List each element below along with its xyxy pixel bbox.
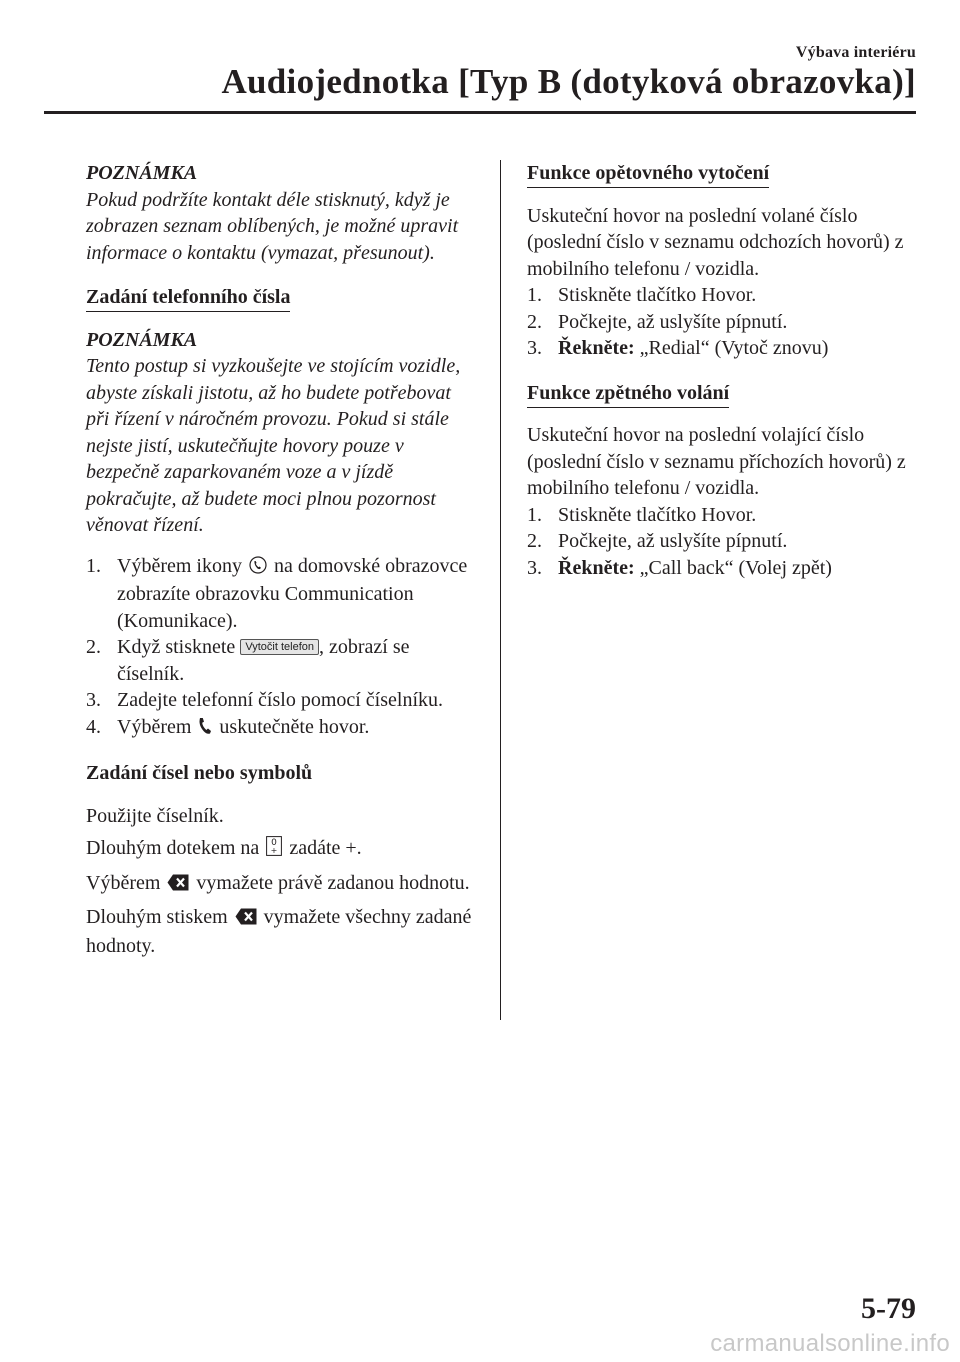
backspace-icon [235,906,257,933]
step-text: uskutečněte hovor. [219,715,370,738]
step-text: , zobrazí se číselník. [117,636,410,685]
svg-text:0: 0 [271,838,278,848]
list-item [86,687,478,714]
callback-steps [527,502,919,582]
phone-steps [86,553,478,743]
list-item [86,714,478,743]
svg-text:+: + [270,846,278,855]
column-divider [500,160,501,1020]
note-label: POZNÁMKA [86,162,198,184]
step-number: 3. [527,556,542,579]
body-text: Uskuteční hovor na poslední volané číslo (poslední číslo v seznamu odchozích hovorů) z mobilního telefonu / vozidla. [527,204,904,280]
step-text: Počkejte, až uslyšíte pípnutí. [558,530,788,552]
phone-handset-icon [198,716,212,743]
heading-callback-text: Funkce zpětného volání [527,382,729,408]
list-item [527,309,919,336]
say-label: Řekněte: [558,556,635,579]
step-text: na domovské obrazovce zobrazíte obrazovku Communication (Komunikace). [117,554,468,632]
text-fragment: Dlouhým dotekem na [86,837,260,859]
section-label: Výbava interiéru [795,44,916,61]
say-label: Řekněte: [558,337,635,359]
heading-phone-number [86,284,478,311]
heading-phone-number-text: Zadání telefonního čísla [86,286,290,312]
step-text: „Call back“ (Volej zpět) [634,556,832,579]
body-text: Uskuteční hovor na poslední volající číslo (poslední číslo v seznamu příchozích hovorů) z mobilního telefonu / vozidla. [527,424,906,499]
step-text: Výběrem ikony [117,554,242,577]
note-label: POZNÁMKA [86,328,198,351]
body-text [86,835,478,864]
zero-plus-key-icon [266,836,282,864]
text-fragment: vymažete všechny zadané hodnoty. [86,906,472,957]
step-text: Zadejte telefonní číslo pomocí číselníku. [117,689,444,711]
list-item [86,553,478,635]
text-fragment: zadáte +. [289,837,362,859]
note-text: Tento postup si vyzkoušejte ve stojícím vozidle, abyste získali jistotu, až ho budete potřebovat při řízení v náročném provozu. Pokud si stále nejste jistí, uskutečňujte hovory pouze v bezpečně zaparkovaném voze a v jízdě pokračujte, až budete moci plnou pozornost věnovat řízení. [86,355,461,536]
note-text: Pokud podržíte kontakt déle stisknutý, když je zobrazen seznam oblíbených, je možné upravit informace o kontaktu (vymazat, přesunout). [86,188,459,264]
step-number: 1. [527,503,542,526]
dial-phone-button: Vytočit telefon [240,639,319,655]
step-number: 1. [527,284,542,306]
phone-screen-icon [249,555,267,582]
step-number: 4. [86,715,101,738]
step-text: Výběrem [117,715,192,738]
text-fragment: Výběrem [86,871,161,894]
redial-steps [527,282,919,362]
body-text [86,870,478,899]
page-title: Audiojednotka [Typ B (dotyková obrazovka)] [221,62,916,101]
list-item [527,335,919,362]
right-column [527,160,919,581]
step-text: Když stisknete [117,636,236,658]
step-number: 2. [86,636,101,658]
backspace-icon [167,872,189,899]
list-item [527,282,919,309]
heading-redial-text: Funkce opětovného vytočení [527,162,769,188]
body-text [86,904,478,959]
list-item [527,502,919,529]
step-number: 3. [86,689,101,711]
heading-symbols: Zadání čísel nebo symbolů [86,762,313,784]
step-text: „Redial“ (Vytoč znovu) [634,337,829,359]
list-item [527,528,919,555]
text-fragment: Dlouhým stiskem [86,906,228,928]
left-column [86,160,478,959]
body-text: Použijte číselník. [86,804,224,827]
list-item [86,634,478,687]
heading-redial [527,160,919,187]
step-text: Počkejte, až uslyšíte pípnutí. [558,310,788,333]
text-fragment: vymažete právě zadanou hodnotu. [196,871,470,894]
step-text: Stiskněte tlačítko Hovor. [558,503,757,526]
heading-callback [527,380,919,407]
step-number: 2. [527,310,542,333]
step-number: 3. [527,337,542,359]
list-item [527,555,919,582]
watermark: carmanualsonline.info [710,1330,950,1357]
step-text: Stiskněte tlačítko Hovor. [558,284,757,306]
step-number: 1. [86,554,101,577]
step-number: 2. [527,530,542,552]
title-rule [44,111,916,114]
page-number: 5-79 [861,1292,916,1325]
